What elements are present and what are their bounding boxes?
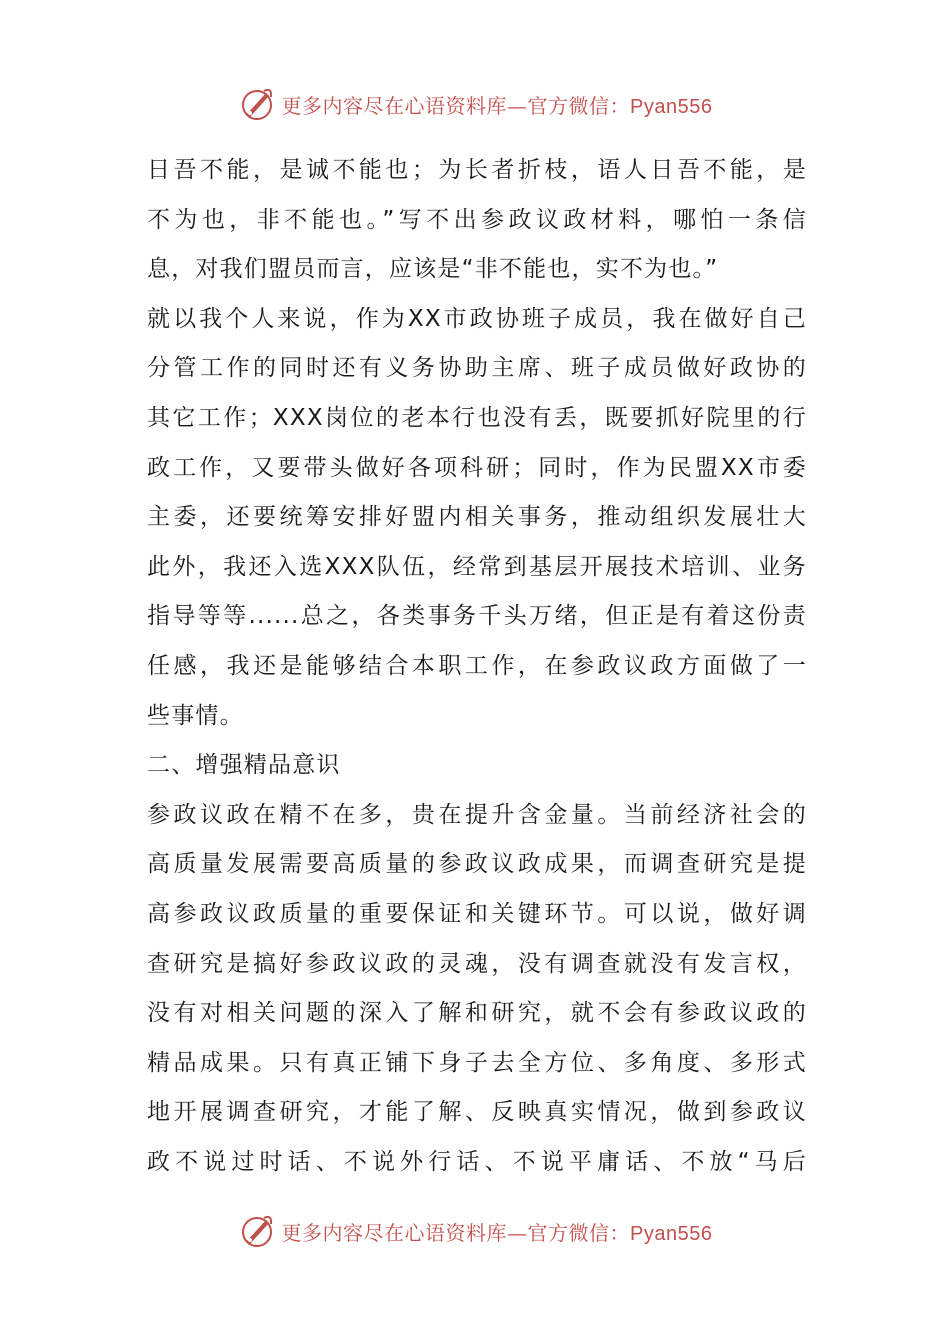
text-line: 此外，我还入选XXX队伍，经常到基层开展技术培训、业务 xyxy=(147,553,807,580)
footer-banner-text: 更多内容尽在心语资料库—官方微信：Pyan556 xyxy=(281,1220,713,1245)
text-line: 任感，我还是能够结合本职工作，在参政议政方面做了一 xyxy=(147,652,807,679)
text-line: 不为也，非不能也。”写不出参政议政材料，哪怕一条信 xyxy=(147,206,807,233)
text-line: 没有对相关问题的深入了解和研究，就不会有参政议政的 xyxy=(147,1000,807,1027)
text-line: 参政议政在精不在多，贵在提升含金量。当前经济社会的 xyxy=(147,801,807,828)
text-line: 查研究是搞好参政议政的灵魂，没有调查就没有发言权， xyxy=(147,950,807,977)
header-banner-text: 更多内容尽在心语资料库—官方微信：Pyan556 xyxy=(281,93,713,118)
text-line: 政工作，又要带头做好各项科研；同时，作为民盟XX市委 xyxy=(147,454,807,481)
text-line: 日吾不能，是诚不能也；为长者折枝，语人日吾不能，是 xyxy=(147,157,807,183)
text-line: 精品成果。只有真正铺下身子去全方位、多角度、多形式 xyxy=(147,1049,807,1076)
section-heading: 二、增强精品意识 xyxy=(147,752,341,779)
header-banner xyxy=(0,82,950,126)
text-line: 政不说过时话、不说外行话、不说平庸话、不放“马后 xyxy=(147,1148,807,1175)
footer-banner xyxy=(0,1209,950,1253)
document-body xyxy=(147,146,807,1187)
text-line: 其它工作；XXX岗位的老本行也没有丢，既要抓好院里的行 xyxy=(147,404,807,431)
text-line: 分管工作的同时还有义务协助主席、班子成员做好政协的 xyxy=(147,355,807,382)
text-line: 高质量发展需要高质量的参政议政成果，而调查研究是提 xyxy=(147,851,807,878)
header-wechat-id: Pyan556 xyxy=(630,95,713,118)
text-line: 主委，还要统筹安排好盟内相关事务，推动组织发展壮大 xyxy=(147,504,807,531)
quill-pen-icon xyxy=(238,85,276,123)
text-line: 高参政议政质量的重要保证和关键环节。可以说，做好调 xyxy=(147,900,807,927)
text-line: 些事情。 xyxy=(147,702,244,729)
text-line: 指导等等......总之，各类事务千头万绪，但正是有着这份责 xyxy=(147,603,807,630)
footer-wechat-id: Pyan556 xyxy=(630,1222,713,1245)
text-line: 息，对我们盟员而言，应该是“非不能也，实不为也。” xyxy=(147,256,719,283)
quill-pen-icon xyxy=(238,1212,276,1250)
text-line: 就以我个人来说，作为XX市政协班子成员，我在做好自己 xyxy=(147,305,807,332)
text-line: 地开展调查研究，才能了解、反映真实情况，做到参政议 xyxy=(147,1099,807,1126)
